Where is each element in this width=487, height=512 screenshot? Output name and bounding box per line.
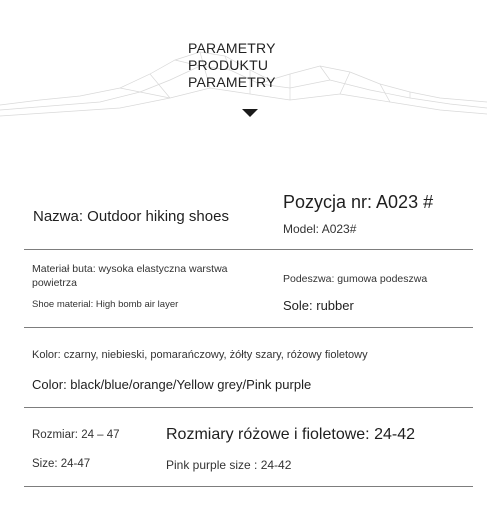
sole-en: Sole: rubber	[283, 298, 354, 313]
title-line-2: PRODUKTU	[188, 57, 269, 73]
divider	[24, 486, 473, 487]
position-number: Pozycja nr: A023 #	[283, 192, 434, 212]
divider	[24, 327, 473, 328]
pink-sizes-en: Pink purple size : 24-42	[166, 458, 292, 472]
divider	[24, 407, 473, 408]
parameters-header	[0, 0, 487, 130]
page-title	[188, 40, 276, 91]
size-en: Size: 24-47	[32, 458, 91, 470]
pink-sizes-pl: Rozmiary różowe i fioletowe: 24-42	[166, 426, 415, 443]
color-pl: Kolor: czarny, niebieski, pomarańczowy, żółty szary, różowy fioletowy	[32, 349, 368, 361]
color-en: Color: black/blue/orange/Yellow grey/Pink purple	[32, 377, 312, 392]
product-name: Nazwa: Outdoor hiking shoes	[33, 208, 229, 225]
title-line-3: PARAMETRY	[188, 74, 276, 90]
upper-material-pl-line1: Materiał buta: wysoka elastyczna warstwa	[32, 263, 228, 275]
upper-material-pl-line2: powietrza	[32, 277, 77, 289]
sole-pl: Podeszwa: gumowa podeszwa	[283, 273, 428, 285]
divider	[24, 249, 473, 250]
down-arrow-icon	[241, 108, 259, 118]
upper-material-en: Shoe material: High bomb air layer	[32, 299, 179, 310]
title-line-1: PARAMETRY	[188, 40, 276, 56]
size-pl: Rozmiar: 24 – 47	[32, 429, 120, 441]
model-number: Model: A023#	[283, 222, 357, 236]
